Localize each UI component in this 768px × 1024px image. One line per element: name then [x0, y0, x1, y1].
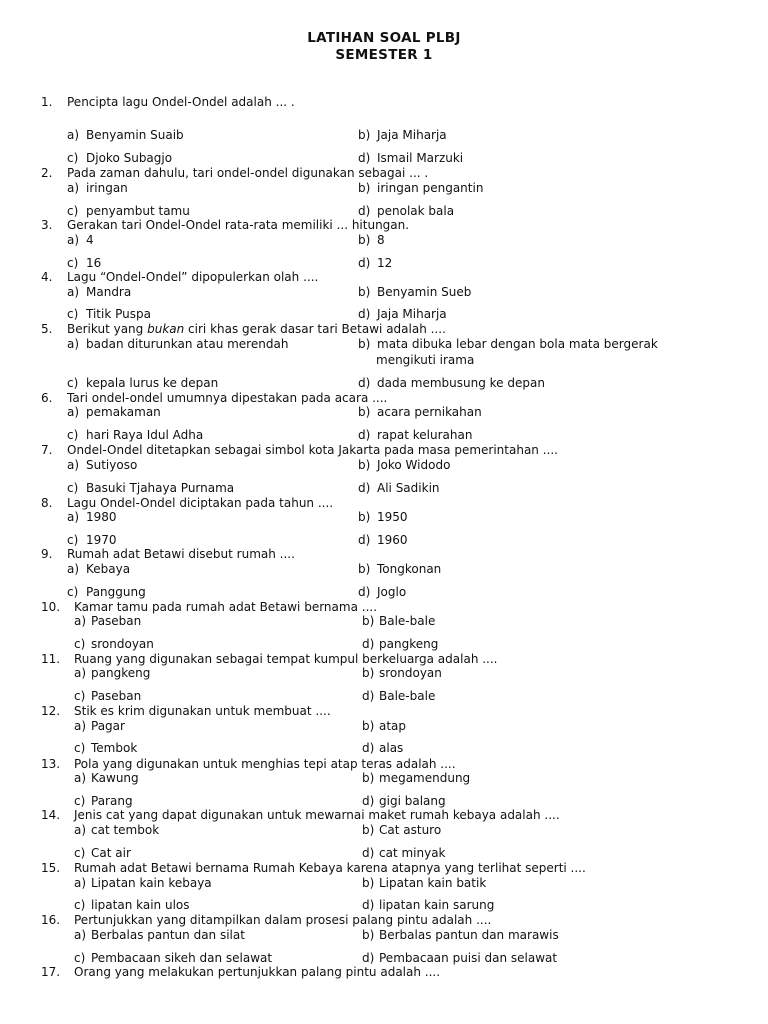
option-a: a) Paseban: [74, 614, 142, 628]
option-b: b) mata dibuka lebar dengan bola mata bergerak: [358, 337, 658, 351]
question-text: Gerakan tari Ondel-Ondel rata-rata memiliki ... hitungan.: [67, 218, 410, 232]
option-d: d) Bale-bale: [362, 689, 436, 703]
option-b: b) megamendung: [362, 771, 471, 785]
question-number: 17.: [41, 965, 61, 979]
subtitle: SEMESTER 1: [335, 47, 433, 63]
option-d: d) 12: [358, 256, 393, 270]
question-number: 1.: [41, 95, 53, 109]
option-b-continuation: mengikuti irama: [376, 353, 475, 367]
option-a: a) cat tembok: [74, 823, 160, 837]
option-c: c) 1970: [67, 533, 117, 547]
title: LATIHAN SOAL PLBJ: [307, 30, 461, 46]
question-number: 2.: [41, 166, 53, 180]
option-c: c) Paseban: [74, 689, 142, 703]
question-number: 7.: [41, 443, 53, 457]
option-b: b) 1950: [358, 510, 408, 524]
option-d: d) alas: [362, 741, 404, 755]
option-b: b) iringan pengantin: [358, 181, 484, 195]
option-c: c) Titik Puspa: [67, 307, 151, 321]
question-text: Rumah adat Betawi disebut rumah ....: [67, 547, 295, 561]
question-number: 10.: [41, 600, 61, 614]
option-a: a) Kebaya: [67, 562, 131, 576]
option-a: a) iringan: [67, 181, 128, 195]
question-text: Jenis cat yang dapat digunakan untuk mewarnai maket rumah kebaya adalah ....: [74, 808, 560, 822]
option-c: c) Cat air: [74, 846, 131, 860]
question-text: Pola yang digunakan untuk menghias tepi atap teras adalah ....: [74, 757, 456, 771]
option-a: a) Lipatan kain kebaya: [74, 876, 212, 890]
option-a: a) 4: [67, 233, 94, 247]
option-a: a) Sutiyoso: [67, 458, 138, 472]
question-number: 12.: [41, 704, 61, 718]
option-d: d) penolak bala: [358, 204, 455, 218]
option-a: a) Mandra: [67, 285, 132, 299]
option-d: d) Ismail Marzuki: [358, 151, 464, 165]
option-a: a) pemakaman: [67, 405, 161, 419]
option-b: b) Cat asturo: [362, 823, 442, 837]
option-c: c) Tembok: [74, 741, 138, 755]
question-text: Berikut yang bukan ciri khas gerak dasar tari Betawi adalah ....: [67, 322, 446, 336]
question-text: Lagu Ondel-Ondel diciptakan pada tahun ....: [67, 496, 334, 510]
option-d: d) dada membusung ke depan: [358, 376, 545, 390]
question-text: Pada zaman dahulu, tari ondel-ondel digunakan sebagai ... .: [67, 166, 429, 180]
question-text: Orang yang melakukan pertunjukkan palang pintu adalah ....: [74, 965, 441, 979]
option-c: c) penyambut tamu: [67, 204, 190, 218]
question-number: 3.: [41, 218, 53, 232]
question-text: Ruang yang digunakan sebagai tempat kumpul berkeluarga adalah ....: [74, 652, 498, 666]
question-number: 6.: [41, 391, 53, 405]
option-a: a) pangkeng: [74, 666, 151, 680]
option-c: c) Parang: [74, 794, 133, 808]
option-c: c) Pembacaan sikeh dan selawat: [74, 951, 273, 965]
option-b: b) Berbalas pantun dan marawis: [362, 928, 559, 942]
option-b: b) Benyamin Sueb: [358, 285, 472, 299]
question-text: Rumah adat Betawi bernama Rumah Kebaya karena atapnya yang terlihat seperti ....: [74, 861, 586, 875]
option-b: b) 8: [358, 233, 385, 247]
option-b: b) atap: [362, 719, 407, 733]
question-text: Stik es krim digunakan untuk membuat ....: [74, 704, 331, 718]
option-c: c) 16: [67, 256, 102, 270]
question-text: Kamar tamu pada rumah adat Betawi bernama ....: [74, 600, 378, 614]
option-d: d) cat minyak: [362, 846, 446, 860]
option-d: d) gigi balang: [362, 794, 446, 808]
option-d: d) Ali Sadikin: [358, 481, 440, 495]
question-number: 4.: [41, 270, 53, 284]
question-number: 8.: [41, 496, 53, 510]
option-a: a) 1980: [67, 510, 117, 524]
option-a: a) badan diturunkan atau merendah: [67, 337, 289, 351]
option-c: c) lipatan kain ulos: [74, 898, 190, 912]
option-b: b) srondoyan: [362, 666, 442, 680]
option-b: b) Bale-bale: [362, 614, 436, 628]
option-d: d) Pembacaan puisi dan selawat: [362, 951, 558, 965]
question-number: 5.: [41, 322, 53, 336]
option-b: b) Lipatan kain batik: [362, 876, 487, 890]
question-text: Pencipta lagu Ondel-Ondel adalah ... .: [67, 95, 295, 109]
option-c: c) kepala lurus ke depan: [67, 376, 219, 390]
question-number: 16.: [41, 913, 61, 927]
option-d: d) rapat kelurahan: [358, 428, 473, 442]
question-text: Ondel-Ondel ditetapkan sebagai simbol kota Jakarta pada masa pemerintahan ....: [67, 443, 558, 457]
option-b: b) Joko Widodo: [358, 458, 451, 472]
option-c: c) srondoyan: [74, 637, 154, 651]
option-d: d) 1960: [358, 533, 408, 547]
question-number: 9.: [41, 547, 53, 561]
option-d: d) Joglo: [358, 585, 407, 599]
option-a: a) Kawung: [74, 771, 139, 785]
question-text: Lagu “Ondel-Ondel” dipopulerkan olah ....: [67, 270, 319, 284]
option-d: d) lipatan kain sarung: [362, 898, 495, 912]
option-c: c) hari Raya Idul Adha: [67, 428, 204, 442]
option-d: d) Jaja Miharja: [358, 307, 447, 321]
option-a: a) Berbalas pantun dan silat: [74, 928, 245, 942]
question-number: 14.: [41, 808, 61, 822]
option-c: c) Panggung: [67, 585, 146, 599]
option-b: b) Tongkonan: [358, 562, 442, 576]
option-b: b) acara pernikahan: [358, 405, 482, 419]
option-a: a) Pagar: [74, 719, 125, 733]
option-a: a) Benyamin Suaib: [67, 128, 184, 142]
question-number: 11.: [41, 652, 61, 666]
question-number: 13.: [41, 757, 61, 771]
question-text: Tari ondel-ondel umumnya dipestakan pada acara ....: [67, 391, 388, 405]
question-number: 15.: [41, 861, 61, 875]
option-c: c) Djoko Subagjo: [67, 151, 173, 165]
option-c: c) Basuki Tjahaya Purnama: [67, 481, 235, 495]
question-text: Pertunjukkan yang ditampilkan dalam prosesi palang pintu adalah ....: [74, 913, 492, 927]
option-d: d) pangkeng: [362, 637, 439, 651]
option-b: b) Jaja Miharja: [358, 128, 447, 142]
